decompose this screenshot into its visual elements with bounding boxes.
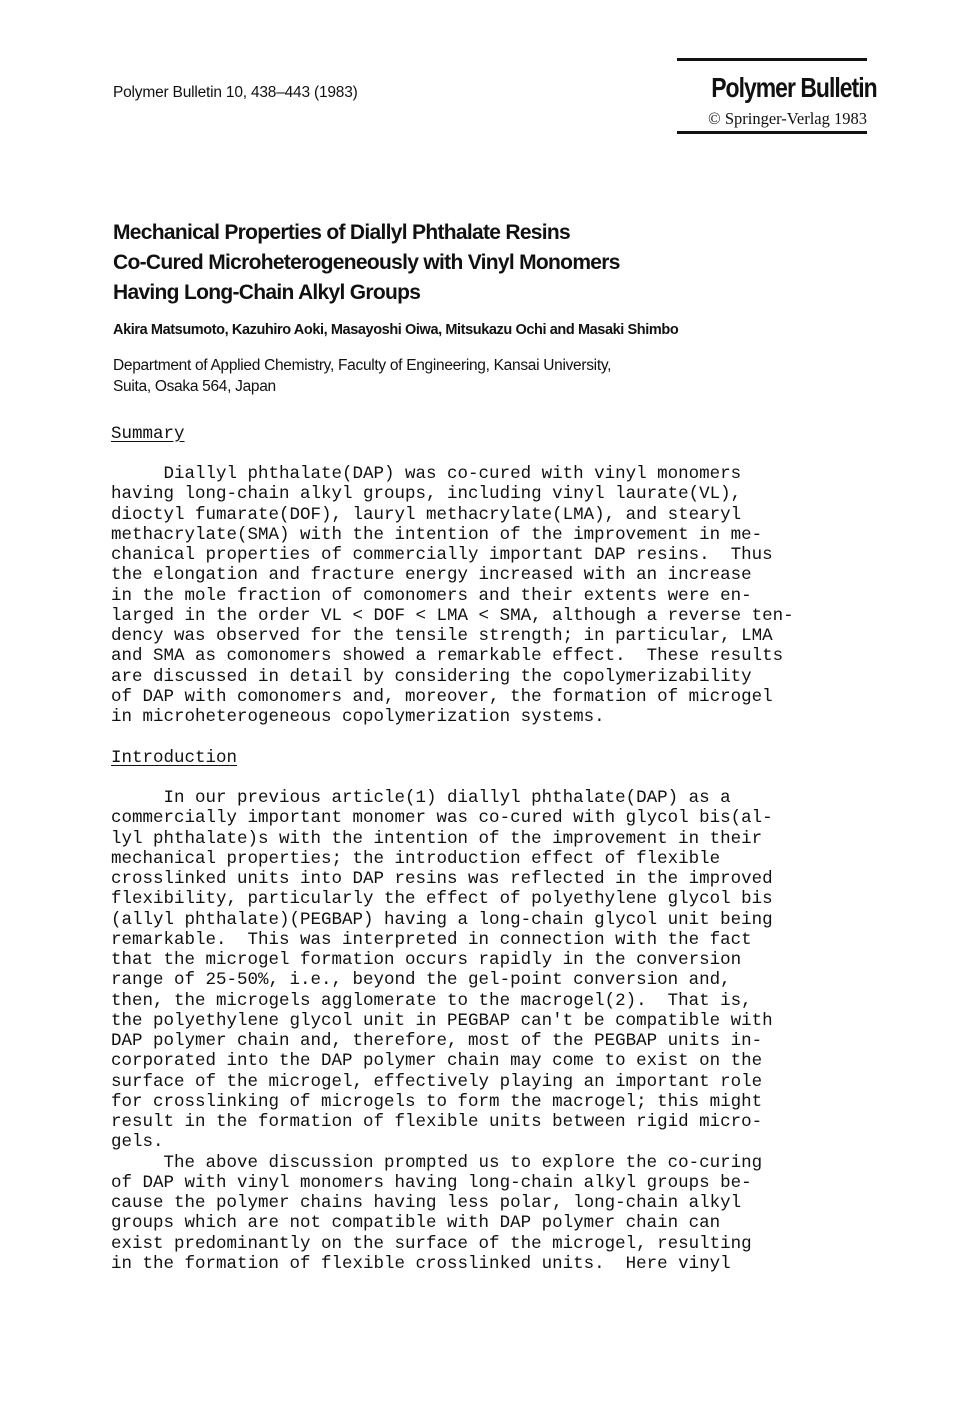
summary-heading: Summary	[111, 424, 185, 444]
text-line: of DAP with comonomers and, moreover, the formation of microgel	[111, 686, 773, 707]
title-line: Having Long-Chain Alkyl Groups	[113, 281, 421, 304]
text-line: DAP polymer chain and, therefore, most of the PEGBAP units in-	[111, 1031, 763, 1051]
journal-masthead	[677, 58, 877, 134]
copyright-notice: © Springer-Verlag 1983	[708, 109, 867, 128]
text-line: The above discussion prompted us to explore the co-curing	[111, 1152, 763, 1173]
text-line: gels.	[111, 1132, 164, 1153]
text-line: (allyl phthalate)(PEGBAP) having a long-chain glycol unit being	[111, 909, 773, 930]
text-line: crosslinked units into DAP resins was reflected in the improved	[111, 869, 773, 889]
text-line: exist predominantly on the surface of the microgel, resulting	[111, 1233, 752, 1254]
text-line: the elongation and fracture energy increased with an increase	[111, 565, 752, 586]
text-line: flexibility, particularly the effect of polyethylene glycol bis	[111, 889, 773, 910]
text-line: that the microgel formation occurs rapidly in the conversion	[111, 950, 742, 970]
text-line: methacrylate(SMA) with the intention of the improvement in me-	[111, 524, 763, 545]
title-line: Co-Cured Microheterogeneously with Vinyl Monomers	[113, 251, 620, 274]
text-line: the polyethylene glycol unit in PEGBAP can't be compatible with	[111, 1010, 773, 1031]
text-line: then, the microgels agglomerate to the macrogel(2). That is,	[111, 990, 752, 1011]
text-line: dency was observed for the tensile strength; in particular, LMA	[111, 626, 773, 646]
text-line: and SMA as comonomers showed a remarkable effect. These results	[111, 646, 784, 667]
author-list: Akira Matsumoto, Kazuhiro Aoki, Masayoshi Oiwa, Mitsukazu Ochi and Masaki Shimbo	[113, 322, 679, 338]
text-line: result in the formation of flexible units between rigid micro-	[111, 1112, 763, 1132]
text-line: commercially important monomer was co-cured with glycol bis(al-	[111, 808, 773, 829]
text-line: Diallyl phthalate(DAP) was co-cured with vinyl monomers	[111, 464, 742, 484]
text-line: chanical properties of commercially important DAP resins. Thus	[111, 545, 773, 565]
text-line: mechanical properties; the introduction effect of flexible	[111, 848, 721, 869]
text-line: dioctyl fumarate(DOF), lauryl methacrylate(LMA), and stearyl	[111, 504, 742, 525]
text-line: lyl phthalate)s with the intention of the improvement in their	[111, 828, 763, 849]
affiliation-line: Department of Applied Chemistry, Faculty of Engineering, Kansai University,	[113, 357, 612, 374]
article-title	[113, 218, 620, 308]
text-line: remarkable. This was interpreted in connection with the fact	[111, 929, 752, 950]
summary-body	[111, 464, 794, 727]
text-line: range of 25-50%, i.e., beyond the gel-point conversion and,	[111, 970, 731, 991]
introduction-body	[111, 788, 773, 1274]
text-line: are discussed in detail by considering the copolymerizability	[111, 666, 752, 687]
introduction-heading: Introduction	[111, 748, 238, 768]
affiliation	[113, 355, 611, 397]
text-line: of DAP with vinyl monomers having long-chain alkyl groups be-	[111, 1172, 752, 1193]
text-line: In our previous article(1) diallyl phthalate(DAP) as a	[111, 788, 731, 808]
journal-reference: Polymer Bulletin 10, 438–443 (1983)	[113, 84, 358, 101]
text-line: having long-chain alkyl groups, including vinyl laurate(VL),	[111, 484, 742, 505]
text-line: in microheterogeneous copolymerization systems.	[111, 707, 605, 727]
journal-title: Polymer Bulletin	[711, 72, 877, 103]
title-line: Mechanical Properties of Diallyl Phthalate Resins	[113, 221, 571, 244]
text-line: in the mole fraction of comonomers and their extents were en-	[111, 585, 752, 606]
text-line: for crosslinking of microgels to form the macrogel; this might	[111, 1091, 763, 1112]
affiliation-line: Suita, Osaka 564, Japan	[113, 378, 276, 395]
text-line: cause the polymer chains having less polar, long-chain alkyl	[111, 1193, 742, 1213]
text-line: corporated into the DAP polymer chain may come to exist on the	[111, 1051, 763, 1072]
text-line: larged in the order VL < DOF < LMA < SMA, although a reverse ten-	[111, 605, 794, 626]
text-line: surface of the microgel, effectively playing an important role	[111, 1071, 763, 1092]
text-line: in the formation of flexible crosslinked units. Here vinyl	[111, 1253, 731, 1274]
text-line: groups which are not compatible with DAP polymer chain can	[111, 1213, 721, 1234]
